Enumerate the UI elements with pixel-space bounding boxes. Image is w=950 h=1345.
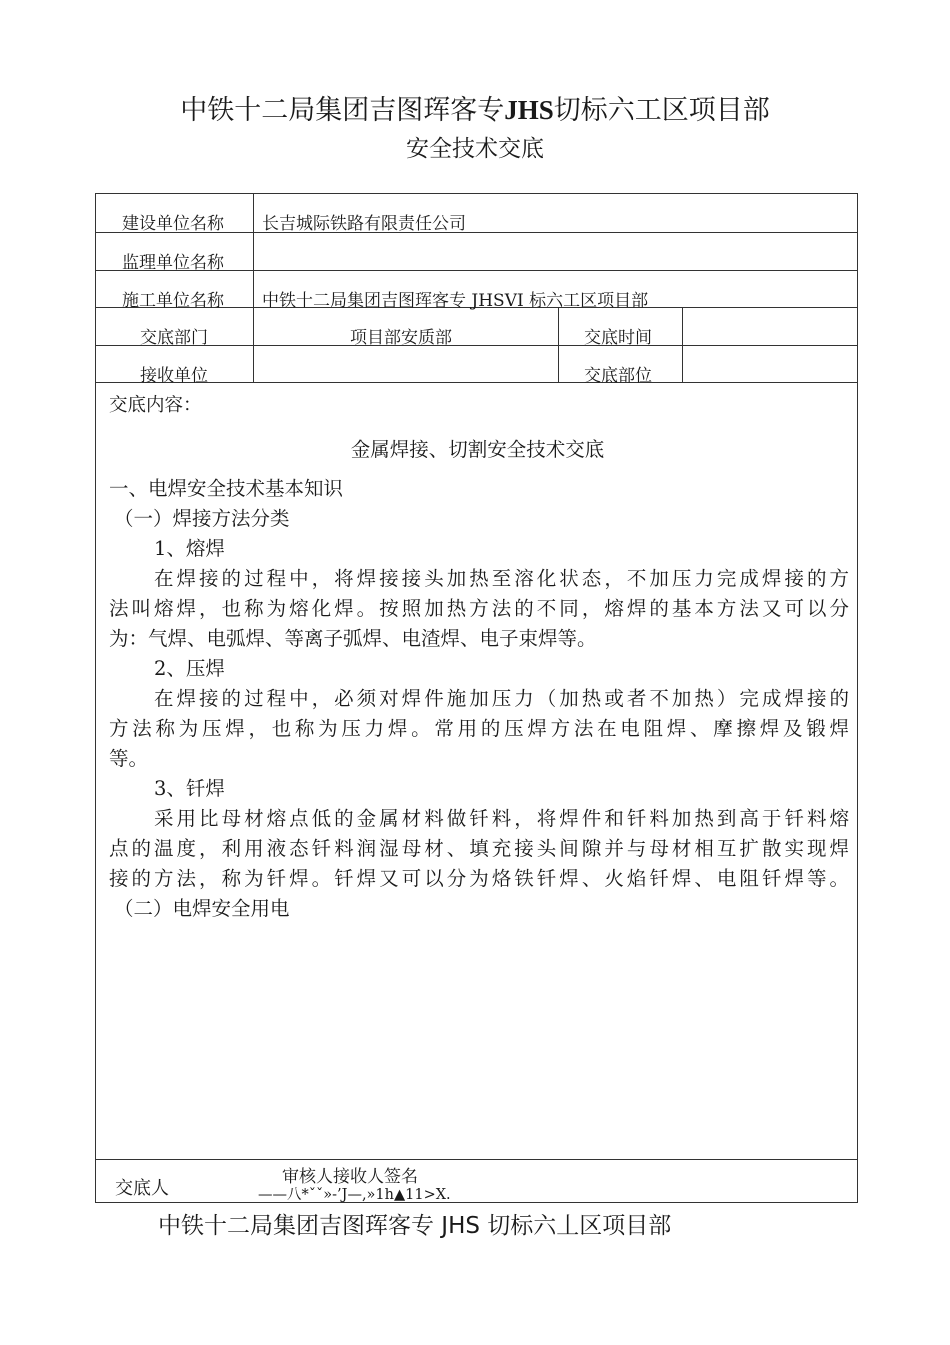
footer-text: 中铁十二局集团吉图珲客专 JHS 切标六丄区项目部 (158, 1213, 672, 1239)
discloser-label: 交底人 (115, 1178, 169, 1199)
title-part2: 切标六工区项目部 (553, 95, 770, 126)
document-subtitle: 安全技术交底 (406, 136, 544, 162)
row-divider (96, 382, 857, 383)
paragraph-line: 点的温度，利用液态钎料润湿母材、填充接头间隙并与母材相互扩散实现焊 (109, 837, 849, 860)
row-divider (96, 1159, 857, 1160)
paragraph-line: 法叫熔焊，也称为熔化焊。按照加热方法的不同，熔焊的基本方法又可以分 (109, 597, 849, 620)
location-label: 交底部位 (584, 366, 652, 386)
receiver-label: 接收单位 (140, 366, 208, 386)
supervision-unit-label: 监理单位名称 (122, 253, 224, 273)
row-divider (96, 345, 857, 346)
col-divider (253, 194, 254, 382)
construction-unit-value: 长吉城际铁路有限责任公司 (262, 214, 466, 234)
subsection-heading: （一）焊接方法分类 (114, 507, 290, 530)
content-title: 金属焊接、切割安全技术交底 (350, 438, 605, 461)
subsection-heading: （二）电焊安全用电 (114, 897, 290, 920)
col-divider (558, 307, 559, 382)
title-part1: 中铁十二局集团吉图珲客专 (180, 95, 505, 126)
dept-label: 交底部门 (140, 328, 208, 348)
item-heading: 3、钎焊 (154, 777, 225, 800)
paragraph-line: 方法称为压焊，也称为压力焊。常用的压焊方法在电阻焊、摩擦焊及锻焊 (109, 717, 849, 740)
paragraph-line: 在焊接的过程中，将焊接接头加热至溶化状态，不加压力完成焊接的方 (154, 567, 849, 590)
dept-value: 项目部安质部 (350, 328, 452, 348)
paragraph-line: 采用比母材熔点低的金属材料做钎料，将焊件和钎料加热到高于钎料熔 (154, 807, 849, 830)
paragraph-line: 等。 (109, 747, 149, 770)
item-heading: 2、压焊 (154, 657, 225, 680)
col-divider (682, 307, 683, 382)
contractor-unit-value: 中铁十二局集团吉图珲客专 JHSVI 标六工区项目部 (262, 291, 649, 311)
section-heading: 一、电焊安全技术基本知识 (109, 477, 344, 500)
contractor-unit-label: 施工单位名称 (122, 291, 224, 311)
content-intro: 交底内容： (109, 395, 202, 416)
signature-scribble: ——八*ˇˇ»-’J—,»1h▲11>X. (258, 1187, 451, 1203)
item-heading: 1、熔焊 (154, 537, 225, 560)
paragraph-line: 为：气焊、电弧焊、等离子弧焊、电渣焊、电子束焊等。 (109, 627, 597, 650)
signers-label: 审核人接收人签名 (282, 1167, 418, 1187)
construction-unit-label: 建设单位名称 (122, 214, 224, 234)
paragraph-line: 在焊接的过程中，必须对焊件施加压力（加热或者不加热）完成焊接的 (154, 687, 849, 710)
title-code: JHS (504, 95, 554, 125)
time-label: 交底时间 (584, 328, 652, 348)
document-title (0, 88, 950, 127)
disclosure-form (95, 193, 858, 1203)
paragraph-line: 接的方法，称为钎焊。钎焊又可以分为烙铁钎焊、火焰钎焊、电阻钎焊等。 (109, 867, 849, 890)
